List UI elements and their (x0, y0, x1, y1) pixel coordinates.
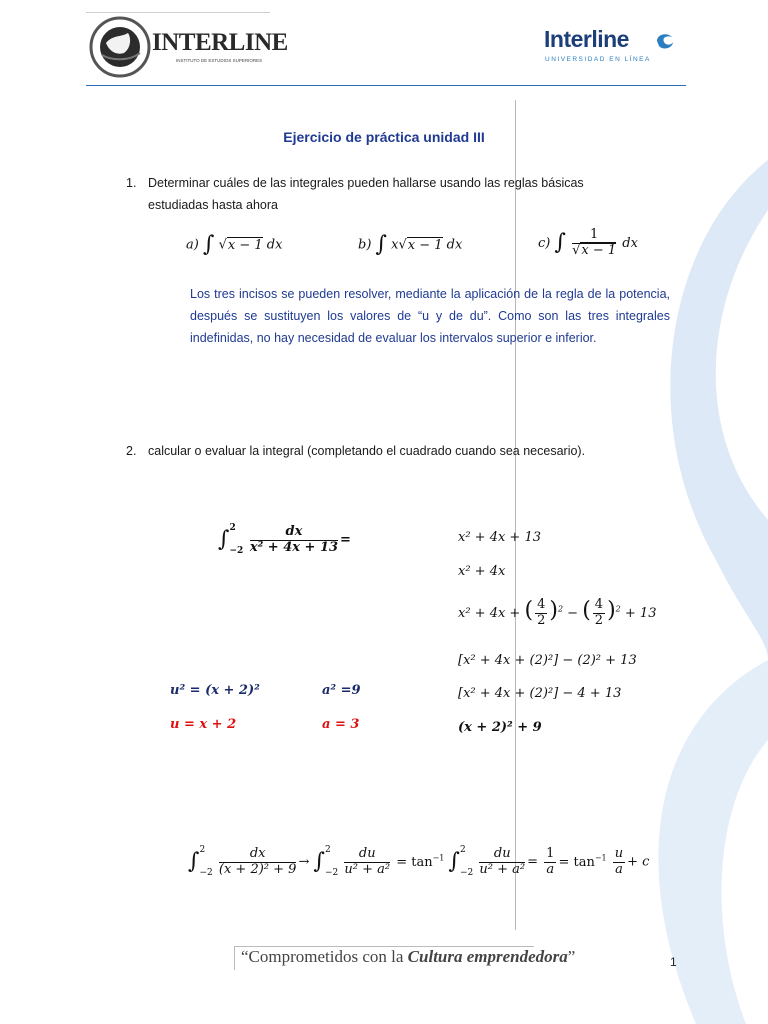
q2-text: calcular o evaluar la integral (completando el cuadrado cuando sea necesario). (148, 444, 586, 458)
header-left-logo (86, 12, 288, 77)
header-divider (86, 85, 686, 86)
q1-answer: Los tres incisos se pueden resolver, mediante la aplicación de la regla de la potencia, después se sustituyen los valores de “u y de du”. Como son las tres integrales indefinidas, no hay necesidad de evaluar los intervalos superior e inferior. (190, 287, 670, 345)
u-substitution: u = x + 2 (170, 717, 237, 732)
page-title: Ejercicio de práctica unidad III (283, 129, 485, 145)
final-derivation: ∫ 2 −2 $\frac{dx}{\text{(x + 2)² + 9}}$ → ∫ 2 −2 $\frac{du}{\text{u² + a²}}$ = $\tan^{-1}$ ∫ 2 −2 $\frac{du}{\text{u² + a²}}$ = $\frac{1}{a}$ = $\tan^{-1}$ $\frac{u}{a}$ + c (188, 845, 650, 878)
step-3: x² + 4x + ( $\frac{4}{2}$ )$^2$ − ( $\frac{4}{2}$ )$^2$ + 13 (458, 597, 657, 628)
q1-text-line2: estudiadas hasta ahora (148, 198, 278, 212)
page-number: 1 (670, 955, 677, 969)
vertical-guide-line (515, 100, 516, 930)
footer-slogan (234, 946, 576, 970)
step-6: (x + 2)² + 9 (458, 720, 542, 735)
left-logo-subtitle: INSTITUTO DE ESTUDIOS SUPERIORES (176, 58, 263, 63)
step-5: [x² + 4x + (2)²] − 4 + 13 (458, 686, 622, 701)
slogan-suffix: ” (567, 947, 576, 966)
right-logo-title: Interline (544, 26, 629, 52)
label-c: c) (538, 235, 551, 251)
a-value: a = 3 (322, 717, 360, 732)
integral-a: a) ∫ √x − 1 dx (186, 232, 283, 257)
step-1: x² + 4x + 13 (458, 530, 542, 545)
right-logo-subtitle: UNIVERSIDAD EN LÍNEA (545, 56, 651, 63)
slogan-emph: Cultura emprendedora (407, 947, 568, 966)
integral-b: b) ∫ x√x − 1 dx (358, 232, 463, 257)
a-squared: a² =9 (322, 683, 361, 698)
q1-text-line1: Determinar cuáles de las integrales pueden hallarse usando las reglas básicas (148, 176, 584, 190)
globe-seal-icon (88, 15, 152, 79)
q2-number: 2. (126, 444, 137, 458)
q2-integral: ∫ 2 −2 $\frac{dx}{\text{x² + 4x + 13}}$ = (218, 523, 351, 556)
step-2: x² + 4x (458, 564, 506, 579)
integral-c: c) ∫ $\frac{1}{√x - 1}$ dx (538, 227, 638, 258)
label-b: b) (358, 237, 372, 253)
slogan-prefix: “Comprometidos con la (241, 947, 408, 966)
u-squared: u² = (x + 2)² (170, 683, 260, 698)
step-4: [x² + 4x + (2)²] − (2)² + 13 (458, 653, 637, 668)
left-logo-title: INTERLINE (152, 29, 288, 56)
label-a: a) (186, 237, 199, 253)
q1-number: 1. (126, 176, 137, 190)
swirl-logo-icon (654, 31, 676, 51)
header-right-logo (544, 26, 684, 74)
